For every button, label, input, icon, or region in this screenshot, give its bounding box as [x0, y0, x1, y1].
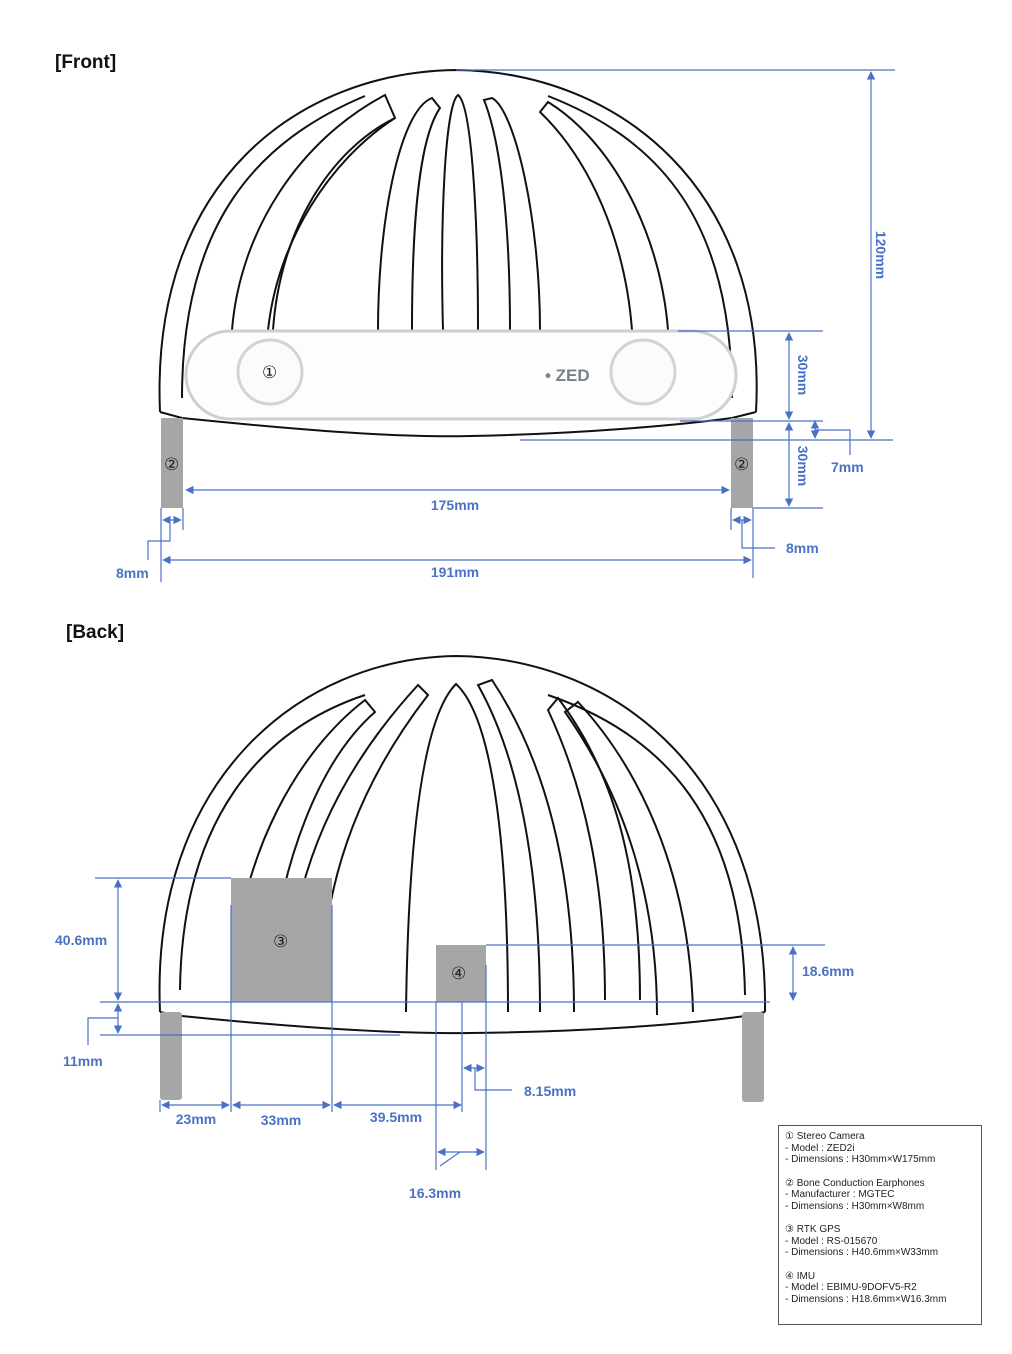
legend-title: ② Bone Conduction Earphones: [785, 1177, 925, 1189]
legend-item-imu: [785, 1271, 975, 1306]
back-view-title: [Back]: [66, 622, 125, 643]
legend-title: ① Stereo Camera: [785, 1131, 865, 1142]
marker-camera: ①: [262, 363, 278, 383]
marker-gps: ③: [273, 932, 289, 952]
dim-total-height: 120mm: [873, 230, 889, 280]
camera-right-lens: [611, 340, 675, 404]
dim-earphone-width-left: 8mm: [116, 565, 149, 581]
marker-right-earphone: ②: [734, 455, 750, 475]
dim-camera-width: 175mm: [430, 497, 480, 513]
dim-imu-width: 16.3mm: [408, 1185, 462, 1201]
legend-line: - Dimensions : H18.6mm×W16.3mm: [785, 1293, 947, 1305]
component-legend: [778, 1125, 982, 1325]
front-rib: [378, 98, 440, 330]
dim-camera-height: 30mm: [795, 354, 811, 396]
legend-line: - Dimensions : H40.6mm×W33mm: [785, 1247, 939, 1258]
legend-title: ③ RTK GPS: [785, 1224, 841, 1235]
back-rib: [548, 698, 640, 1000]
legend-line: - Model : ZED2i: [785, 1142, 855, 1154]
legend-line: - Model : EBIMU-9DOFV5-R2: [785, 1282, 917, 1293]
front-rib: [442, 95, 478, 330]
dim-left-gap: 23mm: [175, 1111, 217, 1127]
legend-line: - Model : RS-015670: [785, 1235, 878, 1247]
legend-line: - Dimensions : H30mm×W175mm: [785, 1154, 936, 1165]
back-left-earphone: [160, 1012, 182, 1100]
front-dimension-lines: [148, 70, 895, 582]
legend-title: ④ IMU: [785, 1270, 816, 1282]
dim-gps-height: 40.6mm: [55, 932, 108, 948]
dim-offset: 7mm: [831, 459, 864, 475]
marker-left-earphone: ②: [164, 455, 180, 475]
dim-overall-width: 191mm: [430, 564, 480, 580]
stereo-camera: [186, 331, 736, 419]
front-rib: [232, 95, 395, 330]
legend-line: - Dimensions : H30mm×W8mm: [785, 1200, 925, 1212]
legend-item-gps: [785, 1224, 975, 1259]
front-view-title: [Front]: [55, 52, 117, 73]
dim-earphone-height: 30mm: [795, 445, 811, 487]
dim-gps-width: 33mm: [260, 1112, 302, 1128]
back-right-earphone: [742, 1012, 764, 1102]
front-rib: [273, 118, 395, 330]
dim-gps-offset: 11mm: [63, 1053, 103, 1069]
dim-imu-offset: 8.15mm: [524, 1083, 577, 1099]
front-rib: [484, 98, 540, 330]
legend-item-camera: [785, 1131, 975, 1166]
dim-imu-height: 18.6mm: [802, 963, 855, 979]
legend-item-earphones: [785, 1178, 975, 1213]
marker-imu: ④: [451, 964, 467, 984]
dim-gap-to-imu: 39.5mm: [369, 1109, 423, 1125]
legend-line: - Manufacturer : MGTEC: [785, 1189, 895, 1200]
camera-logo: • ZED: [545, 366, 590, 385]
back-rib: [478, 680, 574, 1012]
dim-earphone-width-right: 8mm: [786, 540, 819, 556]
